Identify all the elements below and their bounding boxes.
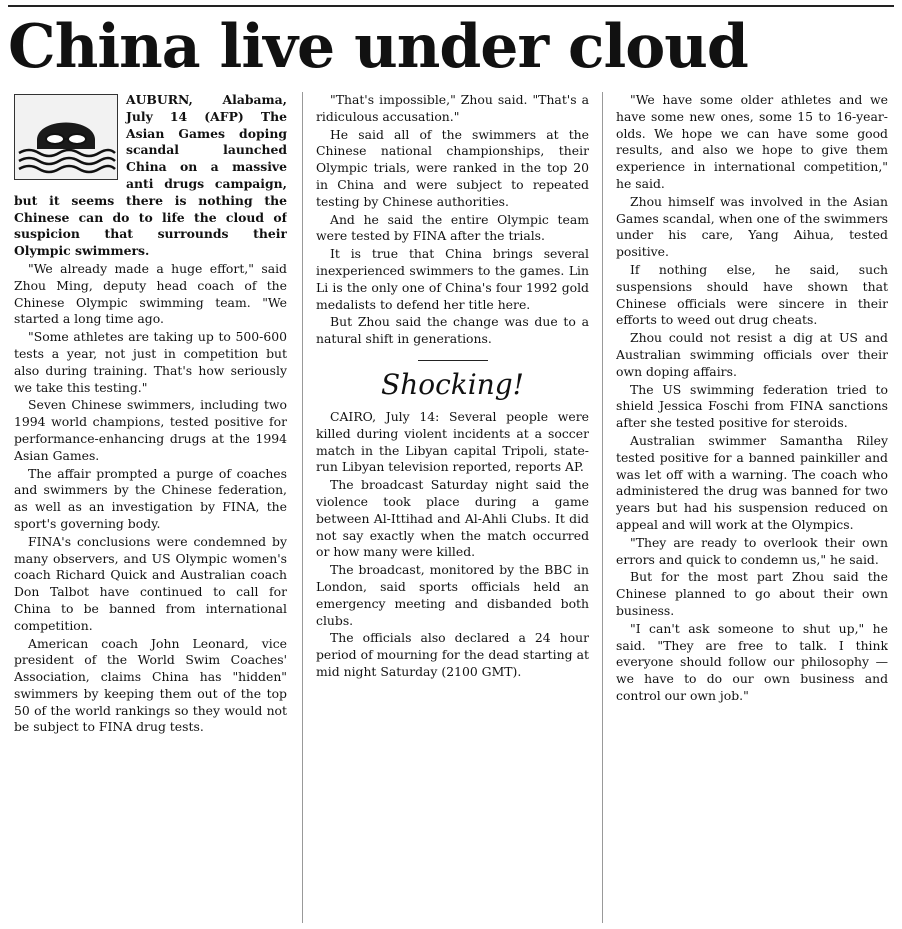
column-2: [316, 92, 589, 923]
paragraph: The broadcast, monitored by the BBC in London, said sports officials held an emergency meeting and disbanded both clubs.: [316, 562, 589, 628]
paragraph: "I can't ask someone to shut up," he said. "They are free to talk. I think everyone should follow our philosophy — we have to do our own business and control our own job.": [616, 620, 888, 703]
paragraph: "They are ready to overlook their own errors and quick to condemn us," he said.: [616, 534, 888, 567]
paragraph: Seven Chinese swimmers, including two 1994 world champions, tested positive for performance-enhancing drugs at the 1994 Asian Games.: [14, 397, 287, 463]
section-divider: [418, 360, 488, 361]
paragraph: He said all of the swimmers at the Chinese national championships, their Olympic trials, were ranked in the top 20 in China and were subject to repeated testing by Chinese authorities.: [316, 126, 589, 209]
swimmer-icon: [14, 94, 118, 180]
paragraph: The affair prompted a purge of coaches and swimmers by the Chinese federation, as well as an investigation by FINA, the sport's governing body.: [14, 465, 287, 531]
column-divider: [602, 92, 603, 923]
headline: China live under cloud: [8, 12, 748, 82]
column-3: [616, 92, 888, 923]
paragraph: CAIRO, July 14: Several people were killed during violent incidents at a soccer match in the Libyan capital Tripoli, state-run Libyan television reported, reports AP.: [316, 408, 589, 475]
lead-paragraph: AUBURN, Alabama, July 14 (AFP) The Asian Games doping scandal launched China on a massive anti drugs campaign, but it seems there is nothing the Chinese can do to life the cloud of suspicion that surrounds their Olympic swimmers.: [14, 92, 287, 259]
column-1: [14, 92, 287, 923]
paragraph: If nothing else, he said, such suspensions should have shown that Chinese officials were sincere in their efforts to weed out drug cheats.: [616, 261, 888, 328]
paragraph: The officials also declared a 24 hour period of mourning for the dead starting at mid night Saturday (2100 GMT).: [316, 630, 589, 679]
paragraph: "Some athletes are taking up to 500-600 tests a year, not just in competition but also during training. That's how seriously we take this testing.": [14, 329, 287, 395]
paragraph: American coach John Leonard, vice president of the World Swim Coaches' Association, claims China has "hidden" swimmers by keeping them out of the top 50 of the world rankings so they would not be subject to FINA drug tests.: [14, 635, 287, 735]
paragraph: "That's impossible," Zhou said. "That's a ridiculous accusation.": [316, 92, 589, 124]
column-divider: [302, 92, 303, 923]
paragraph: FINA's conclusions were condemned by many observers, and US Olympic women's coach Richard Quick and Australian coach Don Talbot have continued to call for China to be banned from international competition.: [14, 533, 287, 633]
paragraph: But Zhou said the change was due to a natural shift in generations.: [316, 314, 589, 347]
paragraph: It is true that China brings several inexperienced swimmers to the games. Lin Li is the only one of China's four 1992 gold medalists to defend her title here.: [316, 246, 589, 312]
paragraph: "We have some older athletes and we have some new ones, some 15 to 16-year-olds. We hope we can have some good results, and also we hope to give them experience in international competition," he said.: [616, 92, 888, 191]
subheadline: Shocking!: [381, 367, 524, 401]
paragraph: Australian swimmer Samantha Riley tested positive for a banned painkiller and was let off with a warning. The coach who administered the drug was banned for two years but had his suspension reduced on appeal and will work at the Olympics.: [616, 432, 888, 532]
paragraph: Zhou himself was involved in the Asian Games scandal, when one of the swimmers under his care, Yang Aihua, tested positive.: [616, 193, 888, 260]
paragraph: "We already made a huge effort," said Zhou Ming, deputy head coach of the Chinese Olympic swimming team. "We started a long time ago.: [14, 260, 287, 327]
paragraph: The US swimming federation tried to shield Jessica Foschi from FINA sanctions after she tested positive for steroids.: [616, 381, 888, 431]
paragraph: And he said the entire Olympic team were tested by FINA after the trials.: [316, 211, 589, 244]
paragraph: Zhou could not resist a dig at US and Australian swimming officials over their own doping affairs.: [616, 330, 888, 379]
paragraph: But for the most part Zhou said the Chinese planned to go about their own business.: [616, 569, 888, 618]
paragraph: The broadcast Saturday night said the violence took place during a game between Al-Ittihad and Al-Ahli Clubs. It did not say exactly when the match occurred or how many were killed.: [316, 477, 589, 560]
